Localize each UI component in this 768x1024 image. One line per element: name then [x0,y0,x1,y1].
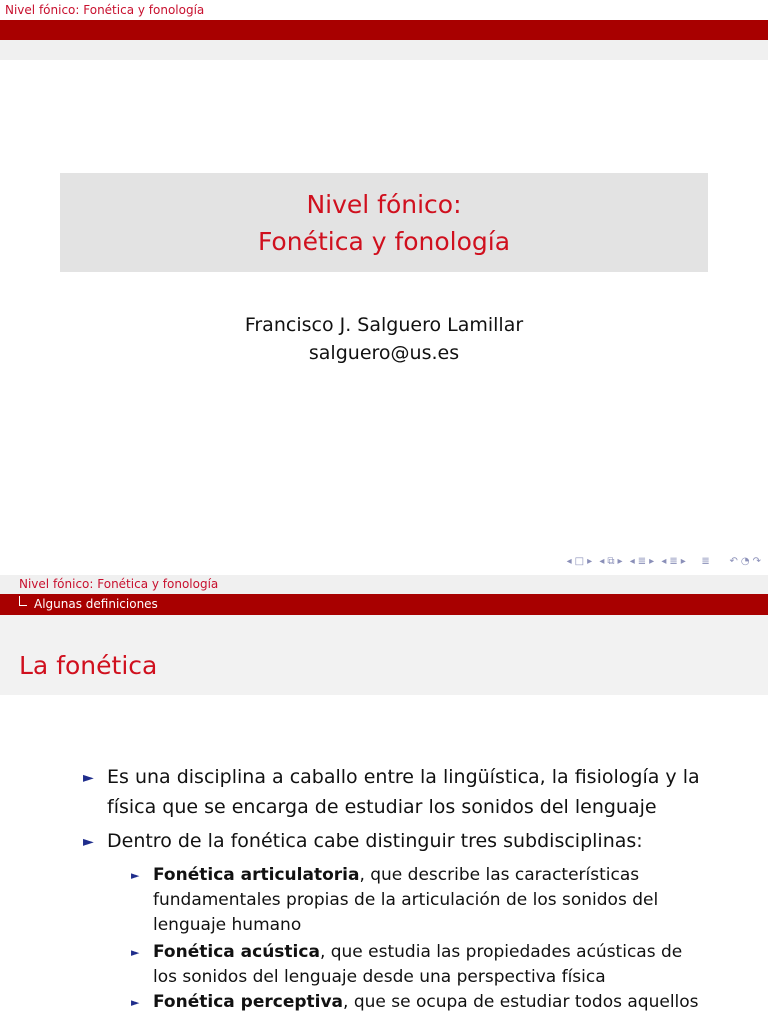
subsec-next-icon[interactable]: ▸ [680,556,687,567]
subbullet-text: fundamentales propias de la articulación de los sonidos del [153,890,659,910]
subbullet-rest: , que describe las características [359,865,640,885]
subbullet-term: Fonética articulatoria [153,865,360,885]
title-line-2: Fonética y fonología [257,227,511,256]
subsection-icon[interactable]: ⧉ [607,556,616,567]
document-icon[interactable]: ≣ [701,556,711,567]
slide1-header-shade [0,40,768,60]
subbullet-text [153,863,713,888]
slide2-header-title[interactable]: Nivel fónico: Fonética y fonología [19,577,219,591]
subsec-icon[interactable]: ≣ [669,556,679,567]
section-next-icon[interactable]: ▸ [649,556,656,567]
section-prev-icon[interactable]: ◂ [629,556,636,567]
subbullet-rest: , que estudia las propiedades acústicas de [319,942,683,962]
frame-next-icon[interactable]: ▸ [587,556,594,567]
subbullet-term: Fonética acústica [153,942,320,962]
subbullet-marker: ► [131,946,140,959]
slide1-header-bar [0,20,768,40]
frame-title: La fonética [19,651,158,680]
subsec-prev-icon[interactable]: ◂ [661,556,668,567]
undo-icon[interactable]: ↶ [729,556,739,567]
bullet-marker: ► [83,834,94,850]
subbullet-text: lenguaje humano [153,915,302,935]
subbullet-term: Fonética perceptiva [153,992,344,1012]
subbullet-marker: ► [131,869,140,882]
slide1-header-title[interactable]: Nivel fónico: Fonética y fonología [5,3,205,17]
subbullet-text [153,940,713,965]
frame-icon[interactable]: □ [574,556,586,567]
bullet-text: física que se encarga de estudiar los sonidos del lenguaje [107,796,657,818]
redo-icon[interactable]: ↷ [752,556,762,567]
subbullet-rest: , que se ocupa de estudiar todos aquellos [343,992,699,1012]
bullet-text: Dentro de la fonética cabe distinguir tres subdisciplinas: [107,830,643,852]
section-icon[interactable]: ≣ [637,556,648,567]
subbullet-text: los sonidos del lenguaje desde una perspectiva física [153,967,606,987]
author-name: Francisco J. Salguero Lamillar [244,314,524,336]
subbullet-text [153,990,713,1015]
subsection-prev-icon[interactable]: ◂ [599,556,606,567]
author-email: salguero@us.es [308,342,460,364]
search-icon[interactable]: ◔ [740,556,751,567]
title-line-1: Nivel fónico: [306,190,462,219]
bullet-text: Es una disciplina a caballo entre la lingüística, la fisiología y la [107,766,700,788]
bullet-marker: ► [83,770,94,786]
subsection-tree-corner [19,596,27,606]
subsection-title[interactable]: Algunas definiciones [34,597,158,611]
title-box [60,173,708,272]
subsection-next-icon[interactable]: ▸ [617,556,624,567]
beamer-navigation [565,556,762,567]
frame-prev-icon[interactable]: ◂ [566,556,573,567]
subbullet-marker: ► [131,996,140,1009]
